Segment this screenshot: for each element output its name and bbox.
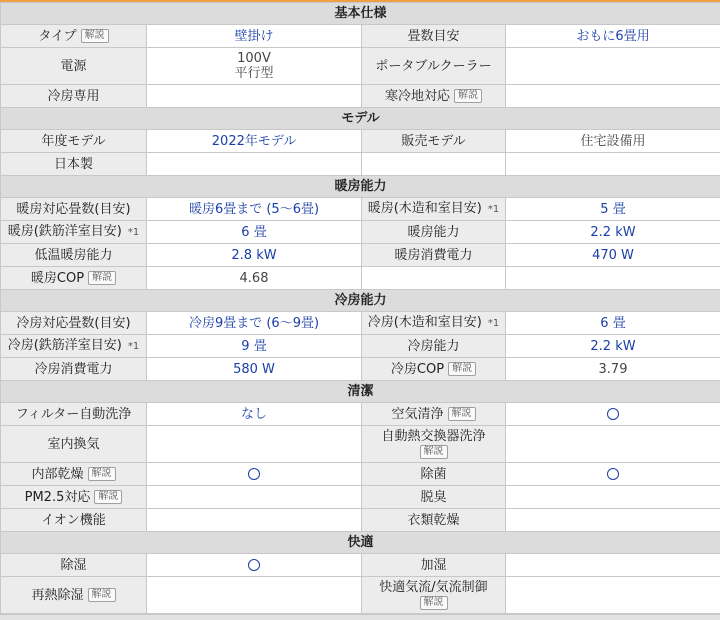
heating-cop-explain-button[interactable]: 解説 [88, 271, 116, 285]
empty-cell [506, 267, 720, 290]
heating-wood-value: 5 畳 [506, 198, 720, 221]
heating-rc-label: 暖房(鉄筋洋室目安) [8, 224, 122, 239]
cooling-capacity-value: 2.2 kW [506, 335, 720, 358]
room-ventilation-value [147, 426, 362, 463]
heating-wood-label-cell [362, 198, 506, 221]
heat-exchanger-label: 自動熱交換器洗浄 [366, 429, 501, 444]
clothes-dry-label: 衣類乾燥 [362, 509, 506, 532]
heating-rc-footnote: *1 [128, 227, 139, 238]
internal-dry-explain-button[interactable]: 解説 [88, 467, 116, 481]
spec-table [0, 2, 720, 614]
clothes-dry-value [506, 509, 720, 532]
reheat-dehumidify-label: 再熱除湿 [31, 588, 83, 603]
type-label: タイプ [38, 29, 76, 44]
section-basic-title: 基本仕様 [1, 3, 720, 25]
type-explain-button[interactable]: 解説 [81, 29, 109, 43]
pm25-value [147, 486, 362, 509]
section-heating-title: 暖房能力 [1, 176, 720, 198]
type-label-cell [1, 25, 147, 48]
circle-mark-icon [248, 468, 260, 480]
heating-rc-value: 6 畳 [147, 221, 362, 244]
made-in-japan-label: 日本製 [1, 153, 147, 176]
cooling-cop-value: 3.79 [506, 358, 720, 381]
low-temp-heating-label: 低温暖房能力 [1, 244, 147, 267]
heating-wood-footnote: *1 [488, 204, 499, 215]
heating-capacity-label: 暖房能力 [362, 221, 506, 244]
sales-model-value: 住宅設備用 [506, 130, 720, 153]
internal-dry-label: 内部乾燥 [31, 467, 83, 482]
cooling-rc-footnote: *1 [128, 341, 139, 352]
airflow-control-explain-button[interactable]: 解説 [420, 596, 448, 610]
circle-mark-icon [607, 468, 619, 480]
cooling-power-value: 580 W [147, 358, 362, 381]
airflow-control-value [506, 577, 720, 614]
internal-dry-label-cell [1, 463, 147, 486]
dehumidify-value [147, 554, 362, 577]
empty-cell [362, 267, 506, 290]
cooling-only-value [147, 85, 362, 108]
cooling-area-label: 冷房対応畳数(目安) [1, 312, 147, 335]
tatami-value: おもに6畳用 [506, 25, 720, 48]
section-model-title: モデル [1, 108, 720, 130]
heat-exchanger-explain-button[interactable]: 解説 [420, 445, 448, 459]
section-clean-title: 清潔 [1, 381, 720, 403]
circle-mark-icon [248, 559, 260, 571]
cooling-capacity-label: 冷房能力 [362, 335, 506, 358]
power-voltage: 100V [151, 51, 357, 66]
air-purify-label: 空気清浄 [391, 407, 443, 422]
year-model-value: 2022年モデル [147, 130, 362, 153]
tatami-label: 畳数目安 [362, 25, 506, 48]
pm25-label: PM2.5対応 [25, 490, 91, 505]
airflow-control-label-cell [362, 577, 506, 614]
section-comfort-title: 快適 [1, 532, 720, 554]
portable-cooler-label: ポータブルクーラー [362, 48, 506, 85]
ion-function-value [147, 509, 362, 532]
heating-cop-label: 暖房COP [31, 271, 84, 286]
portable-cooler-value [506, 48, 720, 85]
cooling-wood-label: 冷房(木造和室目安) [368, 315, 482, 330]
cooling-cop-label-cell [362, 358, 506, 381]
reheat-dehumidify-value [147, 577, 362, 614]
heating-cop-value: 4.68 [147, 267, 362, 290]
air-purify-value [506, 403, 720, 426]
cooling-power-label: 冷房消費電力 [1, 358, 147, 381]
type-value: 壁掛け [147, 25, 362, 48]
pm25-explain-button[interactable]: 解説 [94, 490, 122, 504]
sterilize-label: 除菌 [362, 463, 506, 486]
heating-capacity-value: 2.2 kW [506, 221, 720, 244]
sterilize-value [506, 463, 720, 486]
filter-autoclean-value: なし [147, 403, 362, 426]
empty-cell [506, 153, 720, 176]
cooling-wood-value: 6 畳 [506, 312, 720, 335]
cold-region-value [506, 85, 720, 108]
deodorize-value [506, 486, 720, 509]
room-ventilation-label: 室内換気 [1, 426, 147, 463]
power-source-value [147, 48, 362, 85]
cold-region-explain-button[interactable]: 解説 [454, 89, 482, 103]
ion-function-label: イオン機能 [1, 509, 147, 532]
cooling-rc-value: 9 畳 [147, 335, 362, 358]
empty-cell [362, 153, 506, 176]
heating-wood-label: 暖房(木造和室目安) [368, 201, 482, 216]
air-purify-explain-button[interactable]: 解説 [448, 407, 476, 421]
airflow-control-label: 快適気流/気流制御 [366, 580, 501, 595]
pm25-label-cell [1, 486, 147, 509]
sales-model-label: 販売モデル [362, 130, 506, 153]
deodorize-label: 脱臭 [362, 486, 506, 509]
next-section-edge [0, 614, 720, 620]
cooling-cop-explain-button[interactable]: 解説 [448, 362, 476, 376]
cooling-rc-label: 冷房(鉄筋洋室目安) [8, 338, 122, 353]
year-model-label: 年度モデル [1, 130, 147, 153]
humidify-value [506, 554, 720, 577]
low-temp-heating-value: 2.8 kW [147, 244, 362, 267]
filter-autoclean-label: フィルター自動洗浄 [1, 403, 147, 426]
heat-exchanger-label-cell [362, 426, 506, 463]
cooling-only-label: 冷房専用 [1, 85, 147, 108]
circle-mark-icon [607, 408, 619, 420]
air-purify-label-cell [362, 403, 506, 426]
cold-region-label-cell [362, 85, 506, 108]
heating-power-value: 470 W [506, 244, 720, 267]
heating-area-value: 暖房6畳まで (5〜6畳) [147, 198, 362, 221]
power-plug-type: 平行型 [151, 66, 357, 81]
humidify-label: 加湿 [362, 554, 506, 577]
heating-cop-label-cell [1, 267, 147, 290]
made-in-japan-value [147, 153, 362, 176]
heat-exchanger-value [506, 426, 720, 463]
section-cooling-title: 冷房能力 [1, 290, 720, 312]
cooling-cop-label: 冷房COP [391, 362, 444, 377]
internal-dry-value [147, 463, 362, 486]
cooling-wood-label-cell [362, 312, 506, 335]
reheat-dehumidify-explain-button[interactable]: 解説 [88, 588, 116, 602]
cooling-rc-label-cell [1, 335, 147, 358]
cold-region-label: 寒冷地対応 [385, 89, 450, 104]
cooling-area-value: 冷房9畳まで (6〜9畳) [147, 312, 362, 335]
power-source-label: 電源 [1, 48, 147, 85]
heating-rc-label-cell [1, 221, 147, 244]
reheat-dehumidify-label-cell [1, 577, 147, 614]
cooling-wood-footnote: *1 [488, 318, 499, 329]
heating-area-label: 暖房対応畳数(目安) [1, 198, 147, 221]
dehumidify-label: 除湿 [1, 554, 147, 577]
heating-power-label: 暖房消費電力 [362, 244, 506, 267]
